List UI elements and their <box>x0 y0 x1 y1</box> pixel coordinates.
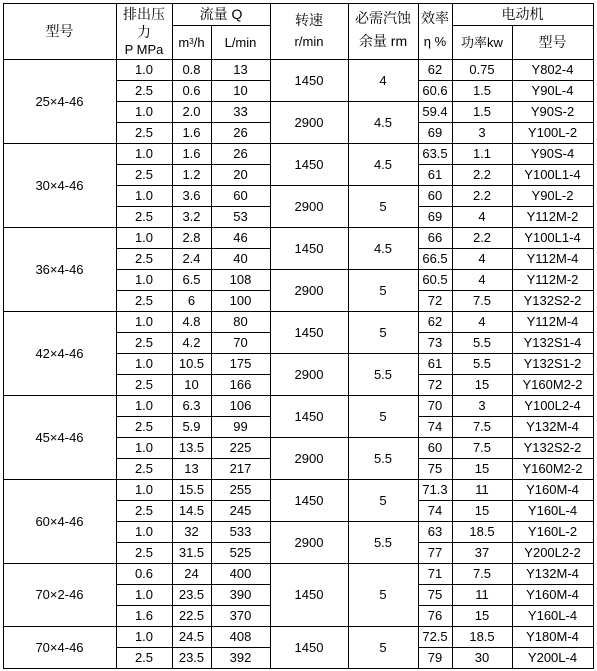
pressure-value: 1.0 <box>134 314 154 329</box>
efficiency-value: 79 <box>427 650 443 665</box>
pressure-value: 1.0 <box>134 356 154 371</box>
pressure-value: 1.0 <box>134 482 154 497</box>
header-motor-model: 型号 <box>538 34 567 50</box>
motor-model-value: Y160M-4 <box>526 482 579 497</box>
flow-m3h-value: 0.6 <box>182 83 201 98</box>
efficiency-value: 60 <box>427 440 443 455</box>
efficiency-value: 66.5 <box>422 251 448 266</box>
header-efficiency-line1: 效率 <box>421 10 449 26</box>
flow-m3h-value: 14.5 <box>178 503 205 518</box>
flow-m3h-value: 1.2 <box>182 167 201 182</box>
npsh-value: 4.5 <box>373 156 393 172</box>
motor-model-value: Y100L2-4 <box>524 398 581 413</box>
npsh-value: 5 <box>379 282 387 298</box>
efficiency-value: 71.3 <box>422 482 448 497</box>
group-model: 70×2-46 <box>35 587 84 602</box>
efficiency-value: 66 <box>427 230 443 245</box>
flow-lmin-value: 245 <box>229 503 252 518</box>
flow-lmin-value: 392 <box>229 650 252 665</box>
motor-model-value: Y200L-4 <box>527 650 578 665</box>
column-divider <box>116 3 117 669</box>
motor-power-value: 7.5 <box>472 293 492 308</box>
column-divider <box>3 3 4 669</box>
flow-m3h-value: 1.6 <box>182 125 201 140</box>
efficiency-value: 70 <box>427 398 443 413</box>
pressure-value: 0.6 <box>134 566 154 581</box>
flow-m3h-value: 3.2 <box>182 209 201 224</box>
npsh-value: 5 <box>379 492 387 508</box>
motor-power-value: 3 <box>478 125 486 140</box>
flow-m3h-value: 6.5 <box>182 272 201 287</box>
motor-power-value: 1.5 <box>472 83 492 98</box>
motor-power-value: 0.75 <box>469 62 495 77</box>
npsh-value: 5 <box>379 587 387 602</box>
motor-model-value: Y160M-4 <box>526 587 579 602</box>
motor-power-value: 2.2 <box>472 167 492 182</box>
motor-model-value: Y160L-2 <box>527 524 578 539</box>
flow-lmin-value: 533 <box>229 524 252 539</box>
pressure-value: 2.5 <box>134 545 154 560</box>
efficiency-value: 75 <box>427 587 443 602</box>
speed-value: 1450 <box>294 72 324 88</box>
motor-model-value: Y100L-2 <box>527 125 578 140</box>
efficiency-value: 61 <box>427 356 443 371</box>
header-npsh-line2: 余量 rm <box>358 33 408 49</box>
flow-m3h-value: 10 <box>184 377 199 392</box>
column-divider <box>452 3 453 669</box>
column-divider <box>418 3 419 669</box>
motor-model-value: Y132M-4 <box>526 566 579 581</box>
efficiency-value: 59.4 <box>422 104 448 119</box>
motor-power-value: 4 <box>478 209 486 224</box>
efficiency-value: 75 <box>427 461 443 476</box>
flow-m3h-value: 5.9 <box>182 419 201 434</box>
flow-lmin-value: 46 <box>233 230 248 245</box>
column-divider <box>512 59 513 668</box>
header-flow-unit-lmin: L/min <box>224 34 257 50</box>
speed-value: 1450 <box>294 408 324 424</box>
speed-value: 2900 <box>294 198 324 214</box>
flow-lmin-value: 400 <box>229 566 252 581</box>
speed-value: 1450 <box>294 639 324 655</box>
motor-power-value: 15 <box>474 461 490 476</box>
motor-model-value: Y112M-4 <box>526 314 579 329</box>
group-model: 60×4-46 <box>35 513 84 529</box>
pressure-value: 1.0 <box>134 629 154 644</box>
flow-lmin-value: 26 <box>233 125 248 140</box>
npsh-value: 5 <box>379 324 387 340</box>
flow-lmin-value: 225 <box>229 440 252 455</box>
pressure-value: 1.0 <box>134 146 154 161</box>
speed-value: 2900 <box>294 114 324 130</box>
efficiency-value: 76 <box>427 608 443 623</box>
flow-lmin-value: 390 <box>229 587 252 602</box>
flow-m3h-value: 23.5 <box>178 650 205 665</box>
pressure-value: 2.5 <box>134 335 154 350</box>
efficiency-value: 62 <box>427 314 443 329</box>
header-flow-unit-m3h: m 3 /h <box>178 34 205 50</box>
motor-model-value: Y112M-2 <box>526 209 579 224</box>
motor-power-value: 7.5 <box>472 566 492 581</box>
column-divider <box>348 3 349 669</box>
npsh-value: 5 <box>379 639 387 655</box>
header-efficiency-line2: η % <box>423 33 447 49</box>
motor-power-value: 3 <box>478 398 486 413</box>
efficiency-value: 72.5 <box>422 629 448 644</box>
npsh-value: 5 <box>379 198 387 214</box>
header-motor: 电动机 <box>501 6 544 22</box>
efficiency-value: 77 <box>427 545 443 560</box>
motor-power-value: 18.5 <box>469 524 495 539</box>
pressure-value: 2.5 <box>134 503 154 518</box>
flow-lmin-value: 13 <box>233 62 248 77</box>
motor-power-value: 37 <box>474 545 490 560</box>
pressure-value: 1.0 <box>134 230 154 245</box>
pressure-value: 1.0 <box>134 188 154 203</box>
flow-m3h-value: 22.5 <box>178 608 205 623</box>
flow-lmin-value: 80 <box>233 314 248 329</box>
efficiency-value: 73 <box>427 335 443 350</box>
motor-power-value: 2.2 <box>472 230 492 245</box>
motor-power-value: 4 <box>478 272 486 287</box>
speed-value: 2900 <box>294 450 324 466</box>
row-divider <box>3 668 593 669</box>
speed-value: 1450 <box>294 156 324 172</box>
flow-lmin-value: 33 <box>233 104 248 119</box>
efficiency-value: 74 <box>427 419 443 434</box>
flow-m3h-value: 2.0 <box>182 104 201 119</box>
motor-power-value: 5.5 <box>472 335 492 350</box>
motor-model-value: Y160M2-2 <box>522 377 583 392</box>
motor-power-value: 2.2 <box>472 188 492 203</box>
efficiency-value: 69 <box>427 209 443 224</box>
group-model: 36×4-46 <box>35 261 84 277</box>
speed-value: 1450 <box>294 587 324 602</box>
flow-lmin-value: 255 <box>229 482 252 497</box>
motor-power-value: 5.5 <box>472 356 492 371</box>
flow-m3h-value: 13 <box>184 461 199 476</box>
efficiency-value: 74 <box>427 503 443 518</box>
pressure-value: 2.5 <box>134 461 154 476</box>
npsh-value: 5.5 <box>373 366 393 382</box>
motor-power-value: 7.5 <box>472 419 492 434</box>
flow-lmin-value: 525 <box>229 545 252 560</box>
group-model: 30×4-46 <box>35 177 84 193</box>
npsh-value: 5.5 <box>373 534 393 550</box>
flow-lmin-value: 40 <box>233 251 248 266</box>
header-speed-line2: r/min <box>294 33 324 49</box>
flow-m3h-value: 0.8 <box>182 62 201 77</box>
efficiency-value: 63 <box>427 524 443 539</box>
flow-lmin-value: 108 <box>229 272 252 287</box>
motor-model-value: Y132S1-2 <box>523 356 582 371</box>
flow-m3h-value: 24 <box>184 566 199 581</box>
flow-m3h-value: 4.2 <box>182 335 201 350</box>
motor-power-value: 30 <box>474 650 490 665</box>
flow-m3h-value: 6 <box>187 293 196 308</box>
flow-lmin-value: 166 <box>229 377 252 392</box>
flow-m3h-value: 10.5 <box>178 356 205 371</box>
motor-model-value: Y100L1-4 <box>524 167 581 182</box>
speed-value: 1450 <box>294 324 324 340</box>
motor-power-value: 4 <box>478 251 486 266</box>
efficiency-value: 72 <box>427 377 443 392</box>
flow-lmin-value: 100 <box>229 293 252 308</box>
flow-m3h-value: 3.6 <box>182 188 201 203</box>
flow-lmin-value: 20 <box>233 167 248 182</box>
flow-m3h-value: 31.5 <box>178 545 205 560</box>
motor-model-value: Y160L-4 <box>527 608 578 623</box>
header-pressure-line2: 力 <box>137 24 151 40</box>
efficiency-value: 60.5 <box>422 272 448 287</box>
column-divider <box>593 3 594 669</box>
column-divider <box>172 3 173 669</box>
efficiency-value: 62 <box>427 62 443 77</box>
motor-model-value: Y160M2-2 <box>522 461 583 476</box>
pressure-value: 2.5 <box>134 650 154 665</box>
group-model: 70×4-46 <box>35 639 84 655</box>
motor-model-value: Y802-4 <box>531 62 574 77</box>
flow-m3h-value: 2.4 <box>182 251 201 266</box>
efficiency-value: 63.5 <box>422 146 448 161</box>
motor-power-value: 1.5 <box>472 104 492 119</box>
group-model: 25×4-46 <box>35 93 84 109</box>
motor-model-value: Y160L-4 <box>527 503 578 518</box>
flow-lmin-value: 175 <box>229 356 252 371</box>
flow-lmin-value: 10 <box>233 83 248 98</box>
motor-power-value: 1.1 <box>472 146 492 161</box>
header-speed-line1: 转速 <box>295 12 323 28</box>
efficiency-value: 60.6 <box>422 83 448 98</box>
pressure-value: 1.0 <box>134 272 154 287</box>
motor-model-value: Y132M-4 <box>526 419 579 434</box>
motor-power-value: 15 <box>474 377 490 392</box>
efficiency-value: 61 <box>427 167 443 182</box>
flow-m3h-value: 32 <box>184 524 199 539</box>
flow-lmin-value: 106 <box>229 398 252 413</box>
flow-m3h-value: 1.6 <box>182 146 201 161</box>
flow-m3h-value: 2.8 <box>182 230 201 245</box>
flow-m3h-value: 13.5 <box>178 440 205 455</box>
npsh-value: 4.5 <box>373 114 393 130</box>
npsh-value: 5 <box>379 408 387 424</box>
pressure-value: 1.0 <box>134 398 154 413</box>
npsh-value: 4.5 <box>373 240 393 256</box>
efficiency-value: 60 <box>427 188 443 203</box>
motor-model-value: Y90S-2 <box>530 104 575 119</box>
speed-value: 1450 <box>294 240 324 256</box>
pressure-value: 1.0 <box>134 524 154 539</box>
pressure-value: 2.5 <box>134 209 154 224</box>
pressure-value: 1.0 <box>134 104 154 119</box>
flow-lmin-value: 217 <box>229 461 252 476</box>
pressure-value: 1.0 <box>134 587 154 602</box>
motor-power-value: 4 <box>478 314 486 329</box>
group-model: 42×4-46 <box>35 345 84 361</box>
motor-model-value: Y112M-2 <box>526 272 579 287</box>
motor-model-value: Y90S-4 <box>530 146 575 161</box>
row-divider <box>3 59 593 60</box>
pressure-value: 2.5 <box>134 125 154 140</box>
header-npsh-line1: 必需汽蚀 <box>355 10 411 26</box>
motor-power-value: 11 <box>475 482 489 497</box>
motor-power-value: 11 <box>475 587 489 602</box>
flow-m3h-value: 4.8 <box>182 314 201 329</box>
pressure-value: 1.0 <box>134 62 154 77</box>
npsh-value: 4 <box>379 72 387 88</box>
group-model: 45×4-46 <box>35 429 84 445</box>
speed-value: 2900 <box>294 534 324 550</box>
motor-model-value: Y90L-4 <box>531 83 574 98</box>
motor-power-value: 18.5 <box>469 629 495 644</box>
column-divider <box>211 59 212 668</box>
flow-lmin-value: 70 <box>233 335 248 350</box>
efficiency-value: 69 <box>427 125 443 140</box>
header-pressure-line1: 排出压 <box>123 6 165 22</box>
flow-lmin-value: 53 <box>233 209 248 224</box>
efficiency-value: 72 <box>427 293 443 308</box>
header-model: 型号 <box>45 23 74 39</box>
speed-value: 2900 <box>294 366 324 382</box>
pressure-value: 2.5 <box>134 377 154 392</box>
flow-m3h-value: 23.5 <box>178 587 205 602</box>
speed-value: 1450 <box>294 492 324 508</box>
motor-model-value: Y132S2-2 <box>523 440 582 455</box>
efficiency-value: 71 <box>427 566 443 581</box>
motor-power-value: 15 <box>474 608 490 623</box>
flow-lmin-value: 370 <box>229 608 252 623</box>
motor-model-value: Y200L2-2 <box>524 545 581 560</box>
pressure-value: 1.6 <box>134 608 154 623</box>
motor-model-value: Y132S2-2 <box>523 293 582 308</box>
flow-m3h-value: 15.5 <box>178 482 205 497</box>
flow-lmin-value: 99 <box>233 419 248 434</box>
column-divider <box>270 3 271 669</box>
motor-model-value: Y132S1-4 <box>523 335 582 350</box>
motor-power-value: 7.5 <box>472 440 492 455</box>
motor-model-value: Y180M-4 <box>526 629 579 644</box>
pressure-value: 2.5 <box>134 293 154 308</box>
motor-power-value: 15 <box>474 503 490 518</box>
pressure-value: 2.5 <box>134 83 154 98</box>
flow-m3h-value: 6.3 <box>182 398 201 413</box>
header-flow: 流量 Q <box>199 6 243 22</box>
header-pressure-unit: P MPa <box>124 41 164 57</box>
flow-lmin-value: 60 <box>233 188 248 203</box>
npsh-value: 5.5 <box>373 450 393 466</box>
motor-model-value: Y100L1-4 <box>524 230 581 245</box>
pressure-value: 2.5 <box>134 251 154 266</box>
speed-value: 2900 <box>294 282 324 298</box>
pressure-value: 2.5 <box>134 167 154 182</box>
pressure-value: 2.5 <box>134 419 154 434</box>
pressure-value: 1.0 <box>134 440 154 455</box>
flow-m3h-value: 24.5 <box>178 629 205 644</box>
header-motor-power: 功率kw <box>461 34 503 50</box>
motor-model-value: Y112M-4 <box>526 251 579 266</box>
motor-model-value: Y90L-2 <box>531 188 574 203</box>
flow-lmin-value: 408 <box>229 629 252 644</box>
flow-lmin-value: 26 <box>233 146 248 161</box>
